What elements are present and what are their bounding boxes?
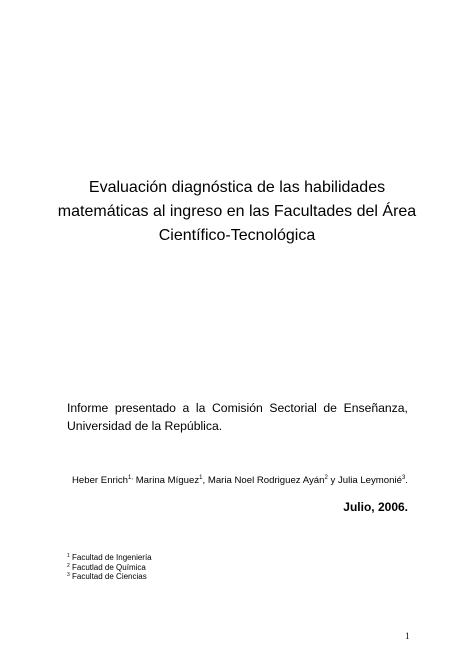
title-line-1: Evaluación diagnóstica de las habilidades <box>88 179 386 196</box>
report-word: Comisión <box>211 401 263 415</box>
report-statement <box>67 399 408 435</box>
author-affiliation-mark: 2 <box>324 475 328 481</box>
footnote-text: Facultad de Ciencias <box>72 572 147 581</box>
footnote <box>67 553 152 563</box>
author-list <box>72 475 408 487</box>
report-word: la <box>195 401 206 415</box>
document-title <box>40 176 434 248</box>
author-affiliation-mark: 1, <box>128 475 134 481</box>
report-word: presentado <box>114 401 176 415</box>
report-line-2: Universidad de la República. <box>67 419 223 433</box>
page-number: 1 <box>405 631 410 641</box>
author-separator: y <box>327 475 338 486</box>
report-word: de <box>323 401 337 415</box>
author-separator: . <box>405 475 408 486</box>
author-affiliation-mark: 3 <box>401 475 406 481</box>
report-line-1 <box>67 399 408 417</box>
author-name: Julia Leymonié <box>337 475 402 486</box>
title-line-2: matemáticas al ingreso en las Facultades del Área <box>57 203 417 220</box>
author-name: Heber Enrich <box>72 475 128 486</box>
author-separator: , <box>202 475 208 486</box>
report-word: Enseñanza, <box>343 401 408 415</box>
footnote-mark: 2 <box>67 562 70 569</box>
footnote-text: Facutlad de Química <box>72 562 146 572</box>
report-word: Sectorial <box>269 401 317 415</box>
title-line-3: Científico-Tecnológica <box>158 227 316 244</box>
author-name: Maria Noel Rodriguez Ayán <box>207 475 325 486</box>
footnote-mark: 3 <box>67 572 70 578</box>
author-name: Marina Míguez <box>135 475 200 486</box>
report-word: Informe <box>67 401 109 415</box>
footnotes <box>67 553 152 582</box>
footnote-text: Facultad de Ingeniería <box>72 553 152 562</box>
footnote-mark: 1 <box>67 553 70 559</box>
report-word: a <box>182 401 190 415</box>
footnote <box>67 563 152 573</box>
footnote <box>67 572 152 582</box>
author-affiliation-mark: 1 <box>199 475 203 481</box>
publication-date: Julio, 2006. <box>343 500 408 514</box>
